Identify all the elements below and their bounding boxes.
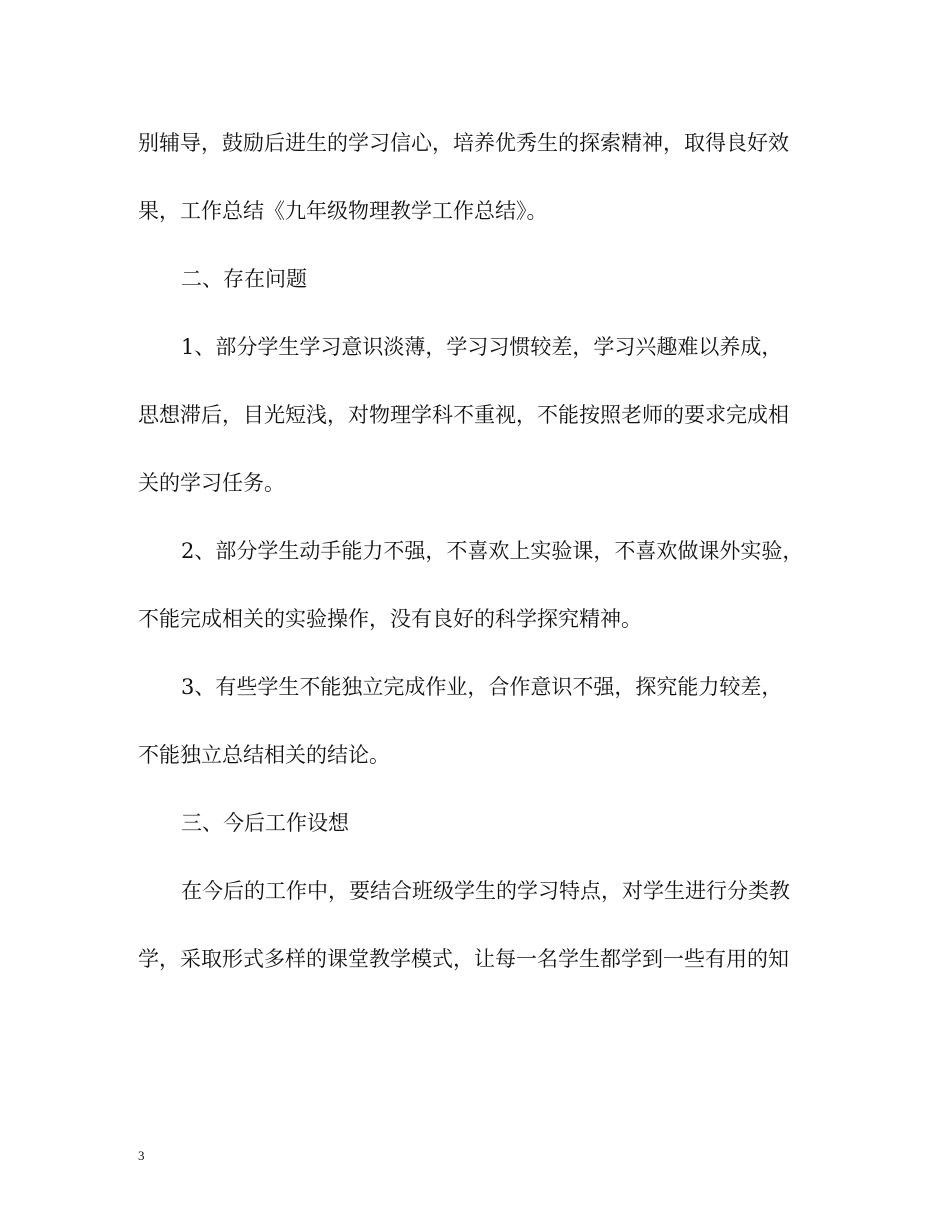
- text-line: 3、有些学生不能独立完成作业，合作意识不强，探究能力较差，: [181, 675, 783, 699]
- text-line: 不能独立总结相关的结论。: [138, 743, 390, 767]
- text-line: 1、部分学生学习意识淡薄，学习习惯较差，学习兴趣难以养成，: [181, 335, 783, 359]
- text-line: 思想滞后，目光短浅，对物理学科不重视，不能按照老师的要求完成相: [138, 403, 789, 427]
- text-line: 2、部分学生动手能力不强，不喜欢上实验课，不喜欢做课外实验，: [181, 539, 804, 563]
- section-heading: 三、今后工作设想: [181, 811, 349, 835]
- page-number: 3: [138, 1148, 145, 1163]
- text-line: 在今后的工作中，要结合班级学生的学习特点，对学生进行分类教: [181, 879, 790, 903]
- text-line: 不能完成相关的实验操作，没有良好的科学探究精神。: [138, 607, 642, 631]
- text-line: 学，采取形式多样的课堂教学模式，让每一名学生都学到一些有用的知: [138, 947, 789, 971]
- text-line: 别辅导，鼓励后进生的学习信心，培养优秀生的探索精神，取得良好效: [138, 131, 789, 155]
- text-line: 果，工作总结《九年级物理教学工作总结》。: [138, 199, 548, 223]
- section-heading: 二、存在问题: [181, 267, 307, 291]
- text-line: 关的学习任务。: [138, 471, 285, 495]
